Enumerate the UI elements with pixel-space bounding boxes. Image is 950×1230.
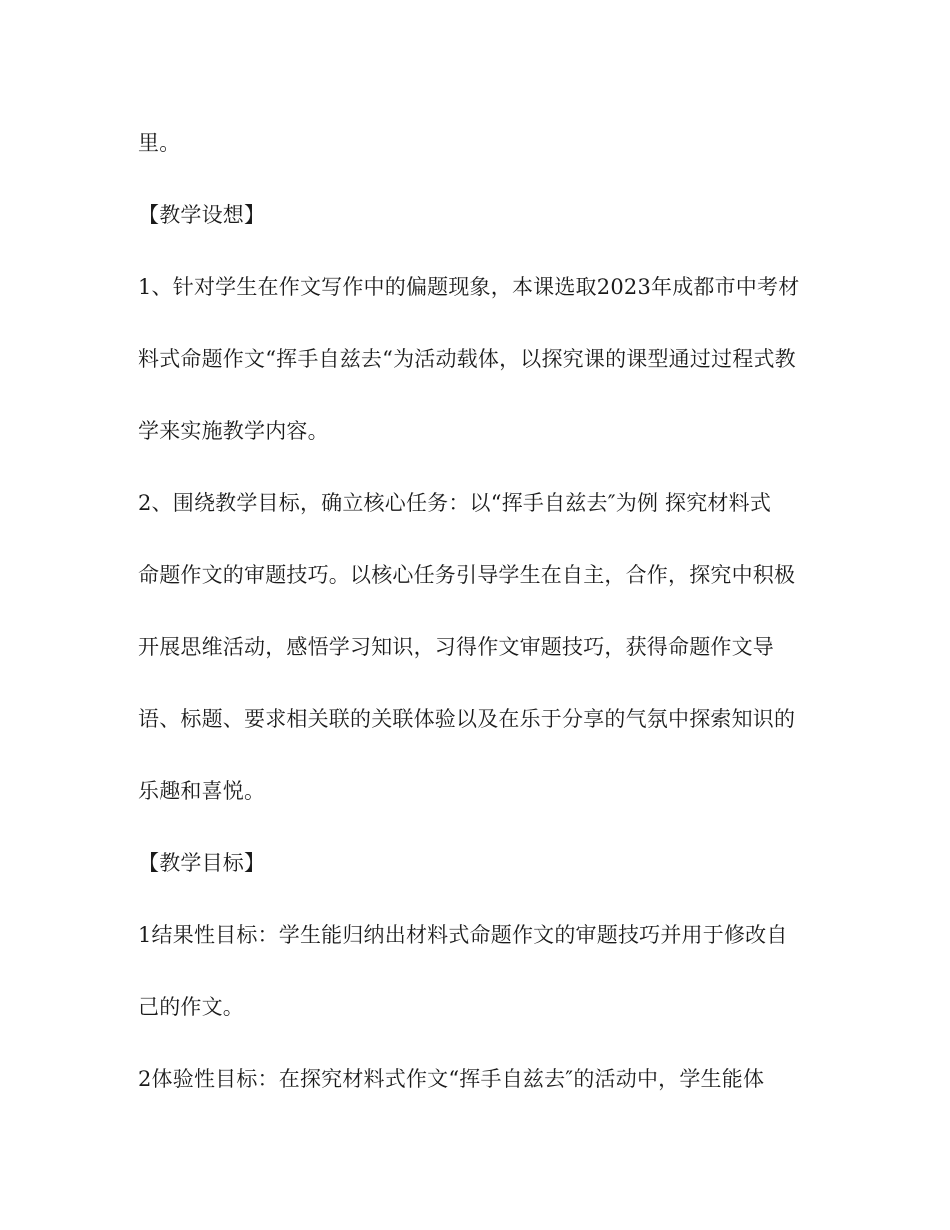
text-line: 开展思维活动，感悟学习知识，习得作文审题技巧，获得命题作文导 (138, 635, 774, 659)
text-line: 料式命题作文“挥手自兹去“为活动载体，以探究课的课型通过过程式教 (138, 347, 796, 371)
text-line: 学来实施教学内容。 (138, 419, 329, 443)
section-heading: 【教学目标】 (138, 851, 266, 875)
section-heading: 【教学设想】 (138, 203, 266, 227)
text-line: 2、围绕教学目标，确立核心任务：以“挥手自兹去″为例 探究材料式 (138, 491, 772, 515)
text-line: 命题作文的审题技巧。以核心任务引导学生在自主，合作，探究中积极 (138, 563, 796, 587)
text-line: 1结果性目标：学生能归纳出材料式命题作文的审题技巧并用于修改自 (138, 923, 788, 947)
text-line: 里。 (138, 131, 181, 155)
text-line: 语、标题、要求相关联的关联体验以及在乐于分享的气氛中探索知识的 (138, 707, 796, 731)
text-line: 己的作文。 (138, 995, 244, 1019)
text-line: 2体验性目标：在探究材料式作文“挥手自兹去″的活动中，学生能体 (138, 1067, 765, 1091)
text-line: 乐趣和喜悦。 (138, 779, 266, 803)
text-line: 1、针对学生在作文写作中的偏题现象，本课选取2023年成都市中考材 (138, 275, 800, 299)
